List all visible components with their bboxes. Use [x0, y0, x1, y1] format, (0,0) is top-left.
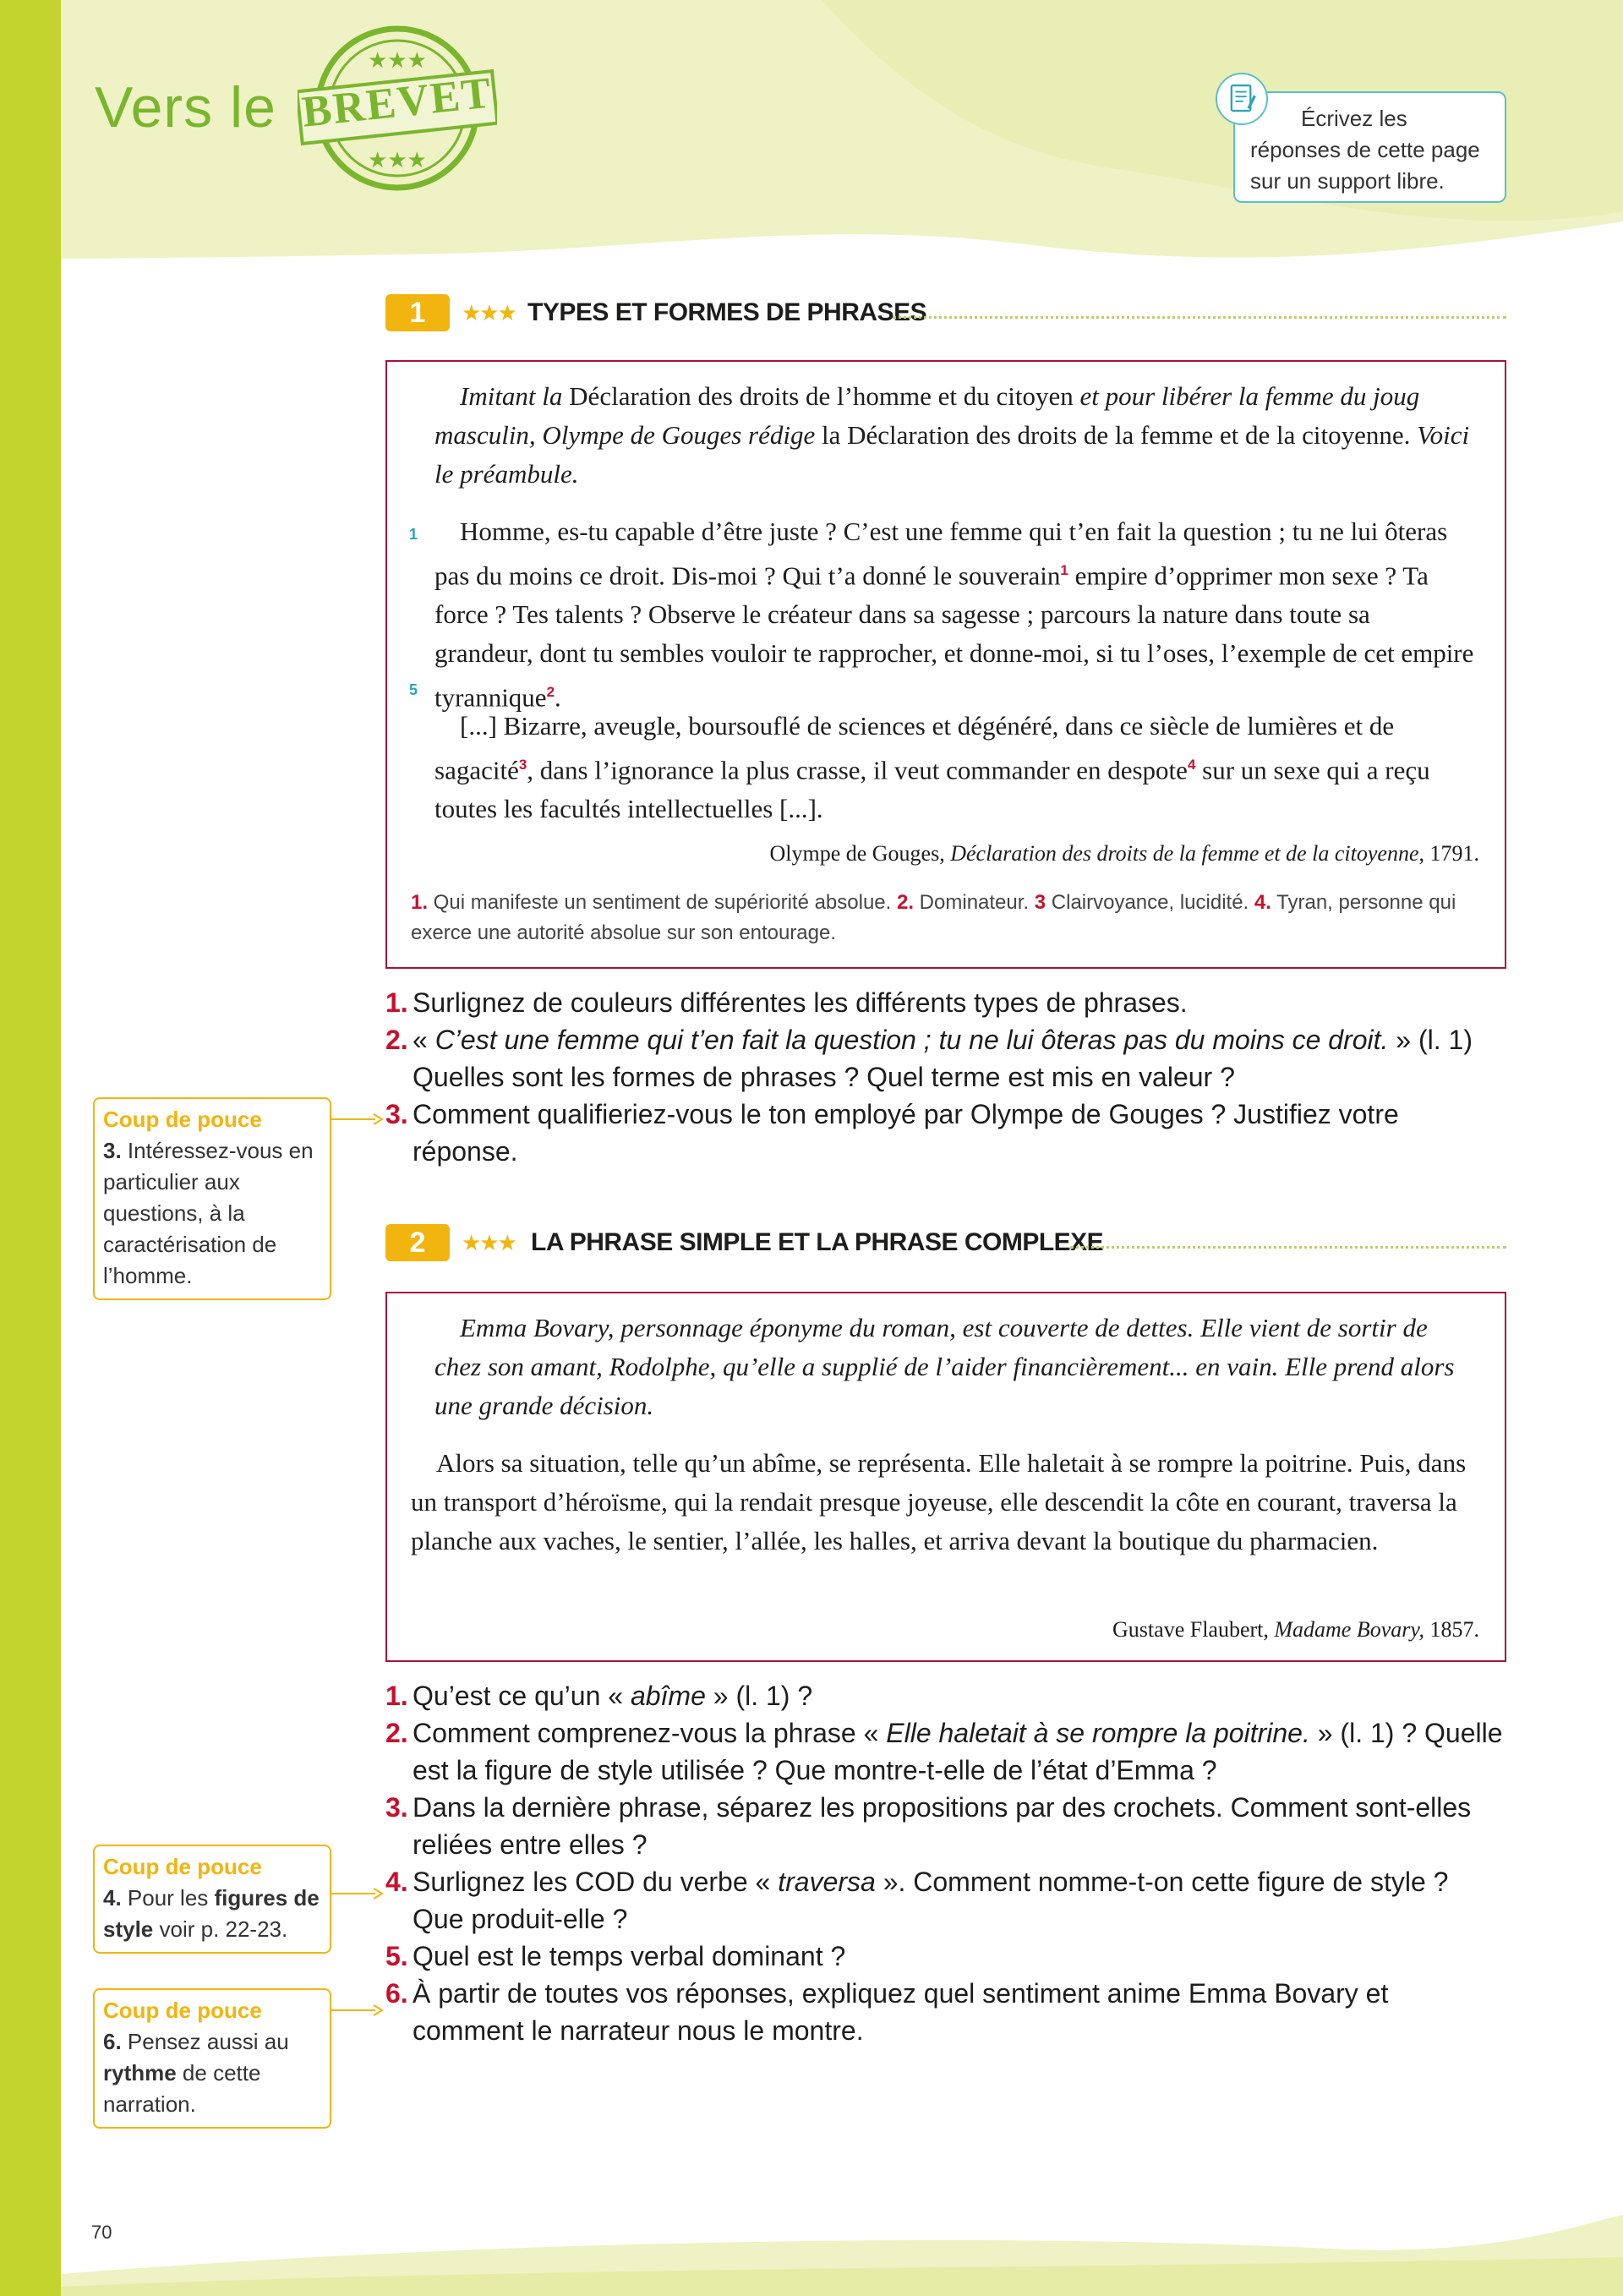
text-introduction — [434, 377, 1474, 494]
question-text — [413, 1863, 1506, 1938]
hint-number: 3. — [103, 1138, 122, 1163]
hint-box — [93, 1988, 331, 2129]
hint-title: Coup de pouce — [103, 1107, 262, 1132]
difficulty-stars-icon: ★★★ — [462, 300, 516, 325]
intro-text: Emma Bovary, personnage éponyme du roman, est couverte de dettes. Elle vient de sortir de chez son amant, Rodolphe, qu’elle a supplié de l’aider financièrement... en vain. Elle prend alors une grande décision. — [434, 1313, 1455, 1420]
question-number: 6. — [385, 1978, 408, 2009]
hint-text: voir p. 22-23. — [153, 1916, 288, 1942]
footnote-marker: 2 — [546, 684, 555, 701]
hint-number: 6. — [103, 2029, 122, 2054]
question-text-part: Comment comprenez-vous la phrase « — [413, 1718, 887, 1748]
note-line-3: sur un support libre. — [1250, 168, 1445, 194]
footnote-text: Clairvoyance, lucidité. — [1046, 891, 1254, 914]
exercise-2-header — [385, 1224, 1506, 1261]
instruction-note-box — [1233, 91, 1506, 203]
footnote-number: 4. — [1254, 891, 1271, 914]
source-author: Gustave Flaubert, — [1112, 1617, 1275, 1642]
text-source — [769, 837, 1479, 871]
question-number: 2. — [385, 1718, 408, 1748]
question-item — [385, 984, 1506, 1021]
dotted-divider — [893, 316, 1506, 319]
footnote-marker: 1 — [1060, 562, 1068, 578]
hint-text: Pensez aussi au — [121, 2029, 289, 2054]
question-text-part: ». Comment nomme-t-on cette figure de style ? Que produit-elle ? — [413, 1867, 1449, 1934]
hint-arrow-icon — [331, 2002, 384, 2019]
question-item — [385, 1863, 1506, 1938]
question-text: Surlignez de couleurs différentes les différents types de phrases. — [413, 987, 1188, 1018]
svg-text:★★★: ★★★ — [368, 48, 427, 74]
hint-arrow-icon — [331, 1885, 384, 1902]
footer-background-wave — [61, 2206, 1623, 2296]
text-part: Homme, es-tu capable d’être juste ? C’est une femme qui t’en fait la question ; tu ne lui ôteras pas du moins ce droit. Dis-moi ? Qui t’a donné le souverain — [434, 517, 1448, 591]
intro-part: Déclaration des droits de l’homme et du citoyen — [562, 381, 1080, 411]
text-part: sur un sexe qui a reçu toutes les facultés intellectuelles [...]. — [434, 755, 1430, 824]
question-text-part: Surlignez les COD du verbe « — [413, 1867, 779, 1897]
question-text — [413, 1677, 1506, 1714]
question-quote: abîme — [630, 1681, 706, 1711]
exercise-title: LA PHRASE SIMPLE ET LA PHRASE COMPLEXE — [531, 1228, 1104, 1256]
question-number: 4. — [385, 1867, 408, 1897]
hint-text: Intéressez-vous en particulier aux questions, à la caractérisation de l’homme. — [103, 1138, 314, 1288]
left-color-band — [0, 0, 61, 2296]
text-source — [1112, 1613, 1479, 1647]
hint-box — [93, 1845, 331, 1954]
intro-part: la Déclaration des droits de la femme et de la citoyenne. — [815, 420, 1418, 450]
text-part: . — [555, 682, 561, 713]
footnote-number: 3 — [1034, 891, 1046, 914]
question-quote: traversa — [778, 1867, 876, 1897]
exercise-2-text-box — [385, 1292, 1506, 1662]
question-number: 1. — [385, 987, 408, 1018]
notebook-icon — [1216, 73, 1268, 125]
question-text-part: « — [413, 1025, 435, 1055]
question-text-part: » (l. 1) ? — [705, 1681, 813, 1711]
text-part: [...] Bizarre, aveugle, boursouflé de sciences et dégénéré, dans ce siècle de lumières et de sagacité — [434, 711, 1395, 785]
question-quote: Elle haletait à se rompre la poitrine. — [886, 1718, 1310, 1748]
footnote-marker: 4 — [1187, 757, 1196, 773]
question-number: 3. — [385, 1099, 408, 1129]
intro-part: Imitant la — [460, 381, 563, 411]
question-text — [413, 1714, 1506, 1789]
question-text: Dans la dernière phrase, séparez les propositions par des crochets. Comment sont-elles reliées entre elles ? — [413, 1792, 1472, 1860]
question-item — [385, 1096, 1506, 1170]
footnote-marker: 3 — [518, 757, 527, 773]
hint-title: Coup de pouce — [103, 1854, 262, 1879]
brevet-label: BREVET — [299, 68, 495, 137]
exercise-number-badge: 1 — [385, 294, 450, 331]
exercise-1-header — [385, 294, 1506, 331]
source-title: Madame Bovary, — [1274, 1617, 1424, 1642]
question-text-part: Qu’est ce qu’un « — [413, 1681, 631, 1711]
source-year: , 1791. — [1418, 841, 1479, 866]
text-paragraph-1 — [434, 512, 1474, 718]
text-introduction — [434, 1309, 1474, 1425]
question-item — [385, 1789, 1506, 1863]
question-number: 5. — [385, 1941, 408, 1971]
note-line-1: Écrivez les — [1301, 106, 1407, 131]
question-number: 1. — [385, 1681, 408, 1711]
hint-text: Pour les — [121, 1885, 215, 1911]
exercise-number-badge: 2 — [385, 1224, 450, 1261]
svg-text:★★★: ★★★ — [368, 148, 427, 173]
hint-number: 4. — [103, 1885, 122, 1911]
question-text: Quel est le temps verbal dominant ? — [413, 1941, 846, 1971]
exercise-2-questions — [385, 1677, 1506, 2049]
hint-box — [93, 1097, 331, 1300]
footnote-text: Tyran, personne qui exerce une autorité absolue sur son entourage. — [411, 891, 1456, 944]
question-item — [385, 1677, 1506, 1714]
question-number: 3. — [385, 1792, 408, 1823]
hint-bold-text: figures de style — [103, 1885, 320, 1942]
difficulty-stars-icon: ★★★ — [462, 1230, 516, 1255]
question-text — [413, 1021, 1506, 1096]
hint-title: Coup de pouce — [103, 1998, 262, 2023]
text-paragraph — [411, 1444, 1484, 1561]
footnotes — [411, 888, 1484, 948]
exercise-title: TYPES ET FORMES DE PHRASES — [527, 298, 927, 326]
hint-text: de cette narration. — [103, 2060, 261, 2117]
text-paragraph-2 — [434, 707, 1474, 828]
intro-part: Voici le préambule. — [434, 420, 1470, 489]
dotted-divider — [1070, 1246, 1506, 1249]
question-text: À partir de toutes vos réponses, expliquez quel sentiment anime Emma Bovary et comment le narrateur nous le montre. — [413, 1978, 1389, 2046]
question-text: Comment qualifieriez-vous le ton employé par Olympe de Gouges ? Justifiez votre réponse. — [413, 1099, 1399, 1167]
source-author: Olympe de Gouges, — [769, 841, 951, 866]
text-body: Alors sa situation, telle qu’un abîme, se représenta. Elle haletait à se rompre la poitrine. Puis, dans un transport d’héroïsme, qui la rendait presque joyeuse, elle descendit la côte en courant, traversa la planche aux vaches, le sentier, l’allée, les halles, et arriva devant la boutique du pharmacien. — [411, 1448, 1467, 1555]
question-quote: C’est une femme qui t’en fait la question ; tu ne lui ôteras pas du moins ce droit. — [434, 1025, 1389, 1055]
question-item — [385, 1714, 1506, 1789]
source-title: Déclaration des droits de la femme et de la citoyenne — [950, 841, 1419, 866]
footnote-number: 1. — [411, 891, 429, 914]
source-year: 1857. — [1424, 1617, 1479, 1642]
hint-arrow-icon — [331, 1111, 384, 1128]
intro-part: et pour libérer la femme du joug masculin, Olympe de Gouges rédige — [434, 381, 1420, 450]
exercise-1-text-box — [385, 360, 1506, 969]
line-number: 1 — [409, 526, 418, 543]
footnote-number: 2. — [897, 891, 915, 914]
question-text-part: » (l. 1) ? Quelle est la figure de style utilisée ? Que montre-t-elle de l’état d’Emma ? — [413, 1718, 1503, 1785]
vers-le-heading: Vers le — [95, 75, 276, 139]
footnote-text: Dominateur. — [914, 891, 1035, 914]
question-item — [385, 1938, 1506, 1975]
question-item — [385, 1975, 1506, 2049]
text-part: , dans l’ignorance la plus crasse, il veut commander en despote — [527, 755, 1188, 785]
footnote-text: Qui manifeste un sentiment de supériorité absolue. — [428, 891, 897, 914]
line-number: 5 — [409, 681, 418, 698]
page-number: 70 — [91, 2222, 112, 2243]
question-number: 2. — [385, 1025, 408, 1055]
question-item — [385, 1021, 1506, 1096]
text-part: empire d’opprimer mon sexe ? Ta force ? Tes talents ? Observe le créateur dans sa sagesse ; parcours la nature dans toute sa grandeur, dont tu sembles vouloir te rapprocher, et donne-moi, si tu l’oses, l’exemple de cet empire tyrannique — [434, 560, 1474, 713]
hint-bold-text: rythme — [103, 2060, 177, 2086]
note-line-2: réponses de cette page — [1250, 137, 1480, 162]
exercise-1-questions — [385, 984, 1506, 1170]
question-text-part: » (l. 1) Quelles sont les formes de phrases ? Quel terme est mis en valeur ? — [413, 1025, 1473, 1092]
